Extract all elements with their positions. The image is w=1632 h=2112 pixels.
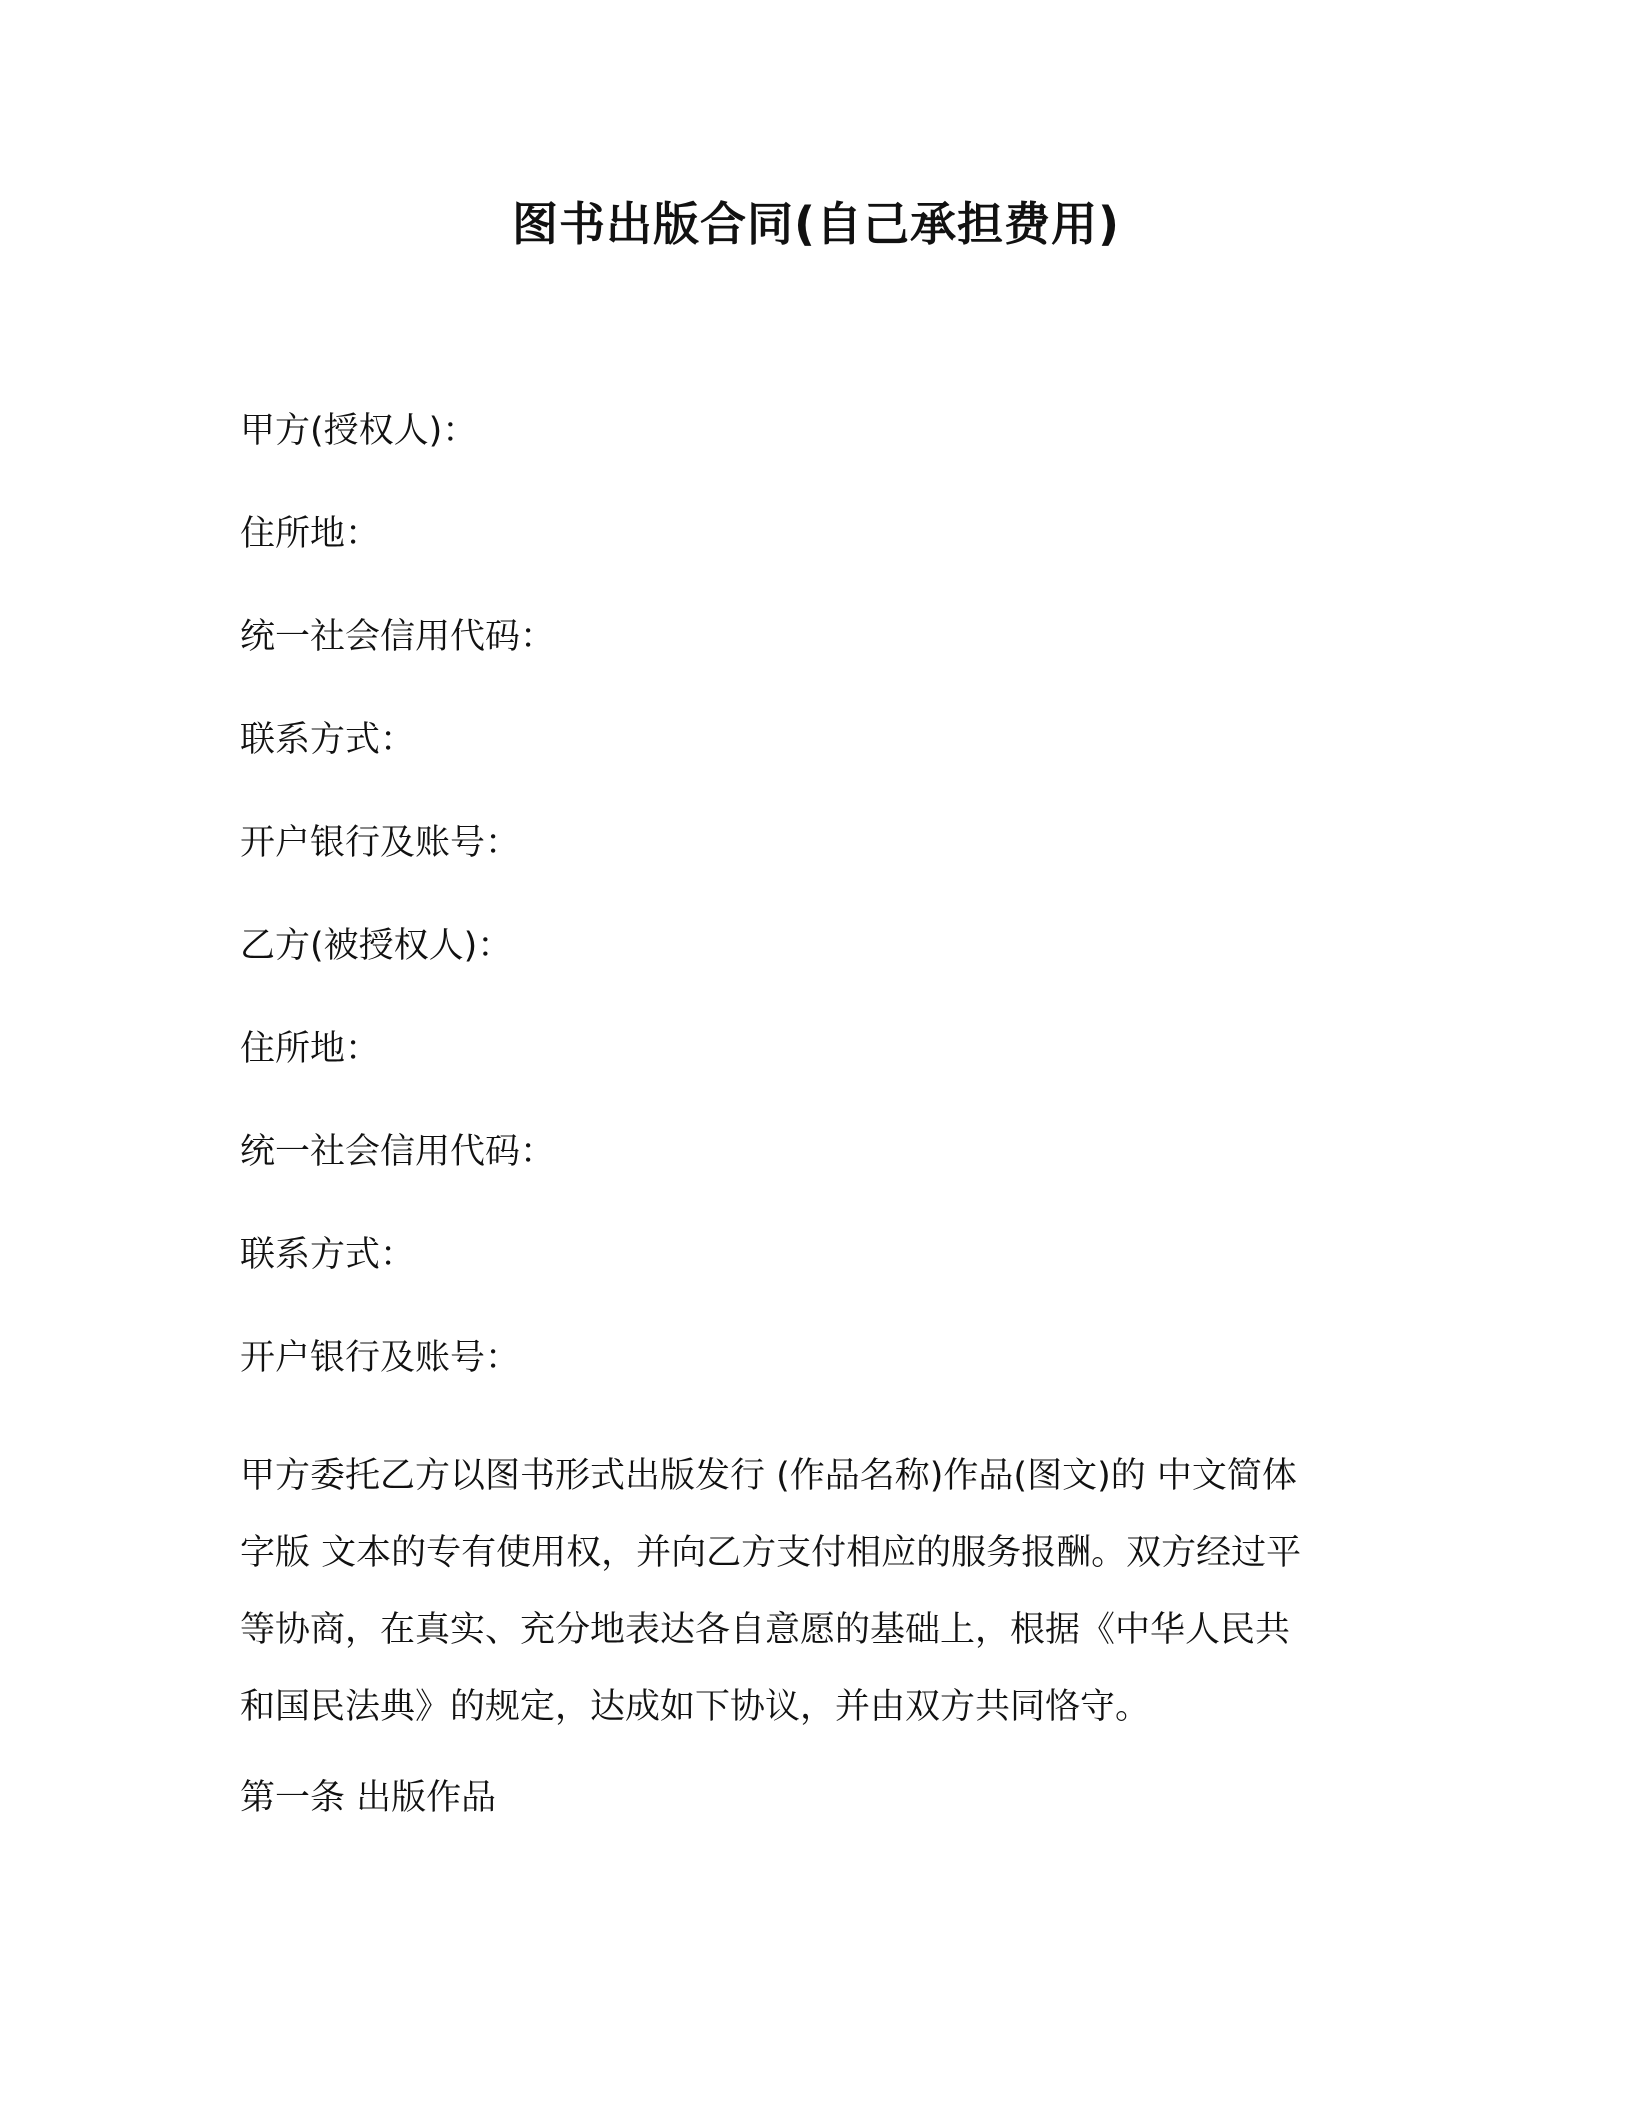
party-b-name-label: 乙方(被授权人)：: [240, 926, 513, 966]
article-1-heading: 第一条 出版作品: [240, 1778, 497, 1818]
document-title: 图书出版合同(自己承担费用): [511, 197, 1121, 251]
party-a-contact-label: 联系方式：: [240, 720, 416, 760]
party-b-address-label: 住所地：: [240, 1029, 381, 1069]
party-a-address-label: 住所地：: [240, 514, 381, 554]
party-a-credit-code-label: 统一社会信用代码：: [240, 617, 556, 657]
preamble-line: 字版 文本的专有使用权，并向乙方支付相应的服务报酬。双方经过平: [240, 1533, 1302, 1573]
party-b-credit-code-label: 统一社会信用代码：: [240, 1132, 556, 1172]
preamble-paragraph: [240, 1438, 1380, 1746]
party-b-contact-label: 联系方式：: [240, 1235, 416, 1275]
party-a-bank-label: 开户银行及账号：: [240, 823, 521, 863]
preamble-line: 和国民法典》的规定，达成如下协议，并由双方共同恪守。: [240, 1687, 1151, 1727]
party-b-bank-label: 开户银行及账号：: [240, 1338, 521, 1378]
preamble-line: 等协商，在真实、充分地表达各自意愿的基础上，根据《中华人民共: [240, 1610, 1291, 1650]
preamble-line: 甲方委托乙方以图书形式出版发行 (作品名称)作品(图文)的 中文简体: [240, 1456, 1297, 1496]
party-a-name-label: 甲方(授权人)：: [240, 411, 478, 451]
